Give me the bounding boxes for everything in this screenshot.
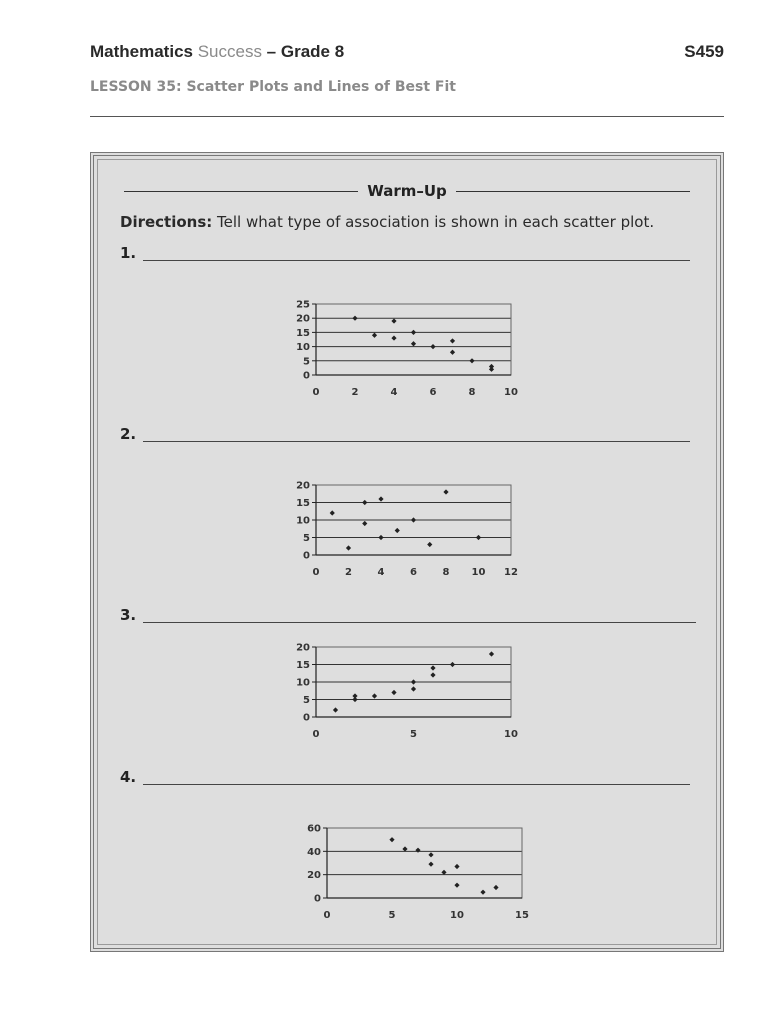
y-tick-label-0: 0 xyxy=(303,712,310,724)
title-part1: Mathematics xyxy=(90,42,198,61)
x-tick-label-4: 8 xyxy=(468,387,476,398)
x-tick-label-0: 0 xyxy=(323,910,331,921)
y-tick-label-3: 15 xyxy=(296,498,310,509)
plot-area xyxy=(327,828,522,898)
y-tick-label-2: 10 xyxy=(296,515,310,527)
x-tick-label-0: 0 xyxy=(312,729,320,740)
x-tick-label-1: 2 xyxy=(351,387,359,398)
y-tick-label-3: 15 xyxy=(296,660,310,671)
y-tick-label-4: 20 xyxy=(296,480,310,492)
x-tick-label-6: 12 xyxy=(504,567,518,578)
x-tick-label-1: 5 xyxy=(388,910,396,921)
title-accent: Success xyxy=(197,42,262,61)
x-tick-label-1: 2 xyxy=(345,567,352,578)
question-4-number: 4. xyxy=(120,768,137,786)
title-part2: – Grade 8 xyxy=(261,42,345,61)
x-tick-label-3: 6 xyxy=(410,567,417,578)
directions-text: Tell what type of association is shown in each scatter plot. xyxy=(212,213,655,231)
question-2-number: 2. xyxy=(120,425,137,443)
x-tick-label-5: 10 xyxy=(471,567,486,578)
y-tick-label-2: 40 xyxy=(307,846,321,858)
y-tick-label-1: 5 xyxy=(303,356,310,368)
y-tick-label-4: 20 xyxy=(296,642,310,654)
lesson-title: LESSON 35: Scatter Plots and Lines of Best Fit xyxy=(90,79,456,95)
x-tick-label-2: 10 xyxy=(504,729,518,740)
y-tick-label-3: 15 xyxy=(296,327,310,339)
x-tick-label-3: 6 xyxy=(429,387,437,398)
y-tick-label-1: 20 xyxy=(307,870,321,882)
y-tick-label-1: 5 xyxy=(303,533,310,544)
question-1-number: 1. xyxy=(120,244,137,262)
y-tick-label-5: 25 xyxy=(296,299,310,311)
x-tick-label-0: 0 xyxy=(312,567,320,578)
x-tick-label-1: 5 xyxy=(410,729,417,740)
question-3-number: 3. xyxy=(120,606,137,624)
y-tick-label-0: 0 xyxy=(303,370,310,382)
x-tick-label-3: 15 xyxy=(515,910,529,921)
y-tick-label-2: 10 xyxy=(296,342,310,354)
page-number: S459 xyxy=(684,42,724,61)
x-tick-label-2: 4 xyxy=(377,567,385,578)
y-tick-label-4: 20 xyxy=(296,313,310,325)
directions-label: Directions: xyxy=(120,213,213,231)
x-tick-label-2: 4 xyxy=(390,387,398,398)
warmup-title: Warm–Up xyxy=(361,182,453,200)
y-tick-label-3: 60 xyxy=(307,823,321,835)
y-tick-label-1: 5 xyxy=(303,695,310,706)
x-tick-label-5: 10 xyxy=(504,387,518,398)
y-tick-label-0: 0 xyxy=(303,550,310,562)
x-tick-label-4: 8 xyxy=(442,567,450,578)
x-tick-label-2: 10 xyxy=(450,910,464,921)
x-tick-label-0: 0 xyxy=(312,387,320,398)
y-tick-label-0: 0 xyxy=(314,893,321,905)
y-tick-label-2: 10 xyxy=(296,677,310,689)
